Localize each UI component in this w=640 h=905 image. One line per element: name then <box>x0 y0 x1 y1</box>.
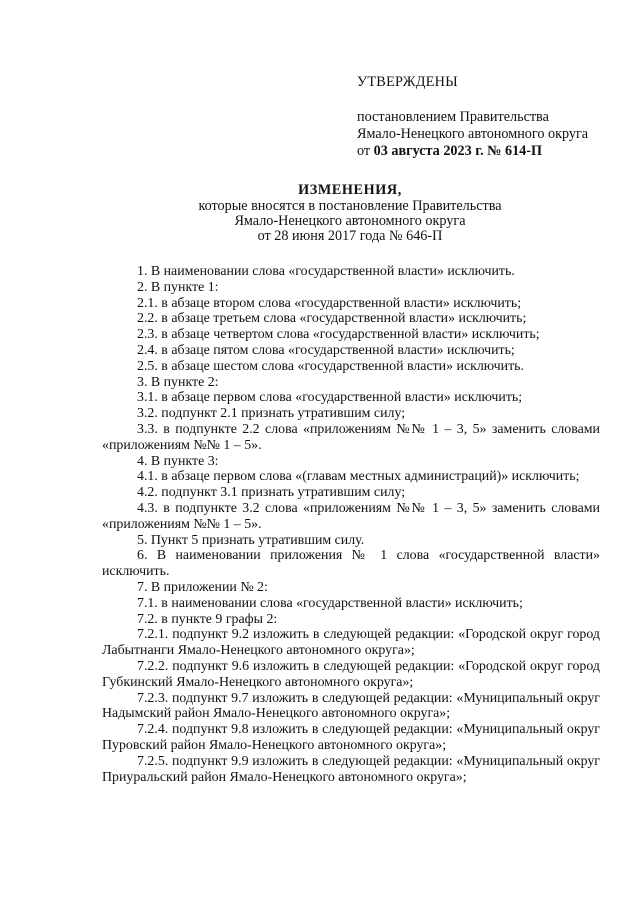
item-7-2-4: 7.2.4. подпункт 9.8 изложить в следующей редакции: «Муниципальный округ Пуровский район Ямало-Ненецкого автономного округа»; <box>102 722 600 753</box>
item-7-2-2: 7.2.2. подпункт 9.6 изложить в следующей редакции: «Городской округ город Губкинский Ямало-Ненецкого автономного округа»; <box>102 658 600 690</box>
approval-block <box>357 74 627 160</box>
approval-heading: УТВЕРЖДЕНЫ <box>357 74 458 90</box>
item-7-2: 7.2. в пункте 9 графы 2: <box>137 611 278 627</box>
approval-date-prefix: от <box>357 143 374 159</box>
title-line-2: Ямало-Ненецкого автономного округа <box>234 213 466 229</box>
approval-line-1: постановлением Правительства <box>357 109 549 125</box>
item-3-1: 3.1. в абзаце первом слова «государственной власти» исключить; <box>137 390 523 406</box>
document-title <box>100 183 600 244</box>
approval-date-number: 03 августа 2023 г. № 614-П <box>373 143 543 159</box>
item-2-5: 2.5. в абзаце шестом слова «государственной власти» исключить. <box>137 358 524 374</box>
item-5: 5. Пункт 5 признать утратившим силу. <box>137 532 365 548</box>
item-2-2: 2.2. в абзаце третьем слова «государственной власти» исключить; <box>137 311 527 327</box>
title-heading: ИЗМЕНЕНИЯ, <box>298 182 402 198</box>
item-4-1: 4.1. в абзаце первом слова «(главам местных администраций)» исключить; <box>137 469 580 485</box>
item-7: 7. В приложении № 2: <box>137 579 268 595</box>
item-6: 6. В наименовании приложения № 1 слова «государственной власти» исключить. <box>102 548 600 580</box>
item-4: 4. В пункте 3: <box>137 453 219 469</box>
item-4-3: 4.3. в подпункте 3.2 слова «приложениям №№ 1 – 3, 5» заменить словами «приложениям №№ 1 – 5». <box>102 500 600 532</box>
item-7-2-3: 7.2.3. подпункт 9.7 изложить в следующей редакции: «Муниципальный округ Надымский район Ямало-Ненецкого автономного округа»; <box>102 690 600 722</box>
title-line-3: от 28 июня 2017 года № 646-П <box>257 228 443 244</box>
item-2-3: 2.3. в абзаце четвертом слова «государственной власти» исключить; <box>137 327 540 343</box>
approval-line-2: Ямало-Ненецкого автономного округа <box>357 126 589 142</box>
item-7-2-5: 7.2.5. подпункт 9.9 изложить в следующей редакции: «Муниципальный округ Приуральский район Ямало-Ненецкого автономного округа»; <box>102 753 600 785</box>
item-2: 2. В пункте 1: <box>137 279 219 295</box>
document-body <box>102 264 600 785</box>
approval-line-3 <box>357 143 627 160</box>
item-3: 3. В пункте 2: <box>137 374 219 390</box>
item-3-2: 3.2. подпункт 2.1 признать утратившим силу; <box>137 406 406 422</box>
item-1: 1. В наименовании слова «государственной власти» исключить. <box>137 264 515 279</box>
item-2-1: 2.1. в абзаце втором слова «государственной власти» исключить; <box>137 295 522 311</box>
item-4-2: 4.2. подпункт 3.1 признать утратившим силу; <box>137 485 406 501</box>
title-line-1: которые вносятся в постановление Правительства <box>198 198 502 214</box>
item-7-1: 7.1. в наименовании слова «государственной власти» исключить; <box>137 595 523 611</box>
item-2-4: 2.4. в абзаце пятом слова «государственной власти» исключить; <box>137 342 515 358</box>
item-7-2-1: 7.2.1. подпункт 9.2 изложить в следующей редакции: «Городской округ город Лабытнанги Ямало-Ненецкого автономного округа»; <box>102 627 600 659</box>
item-3-3: 3.3. в подпункте 2.2 слова «приложениям №№ 1 – 3, 5» заменить словами «приложениям №№ 1 – 5». <box>102 421 600 453</box>
